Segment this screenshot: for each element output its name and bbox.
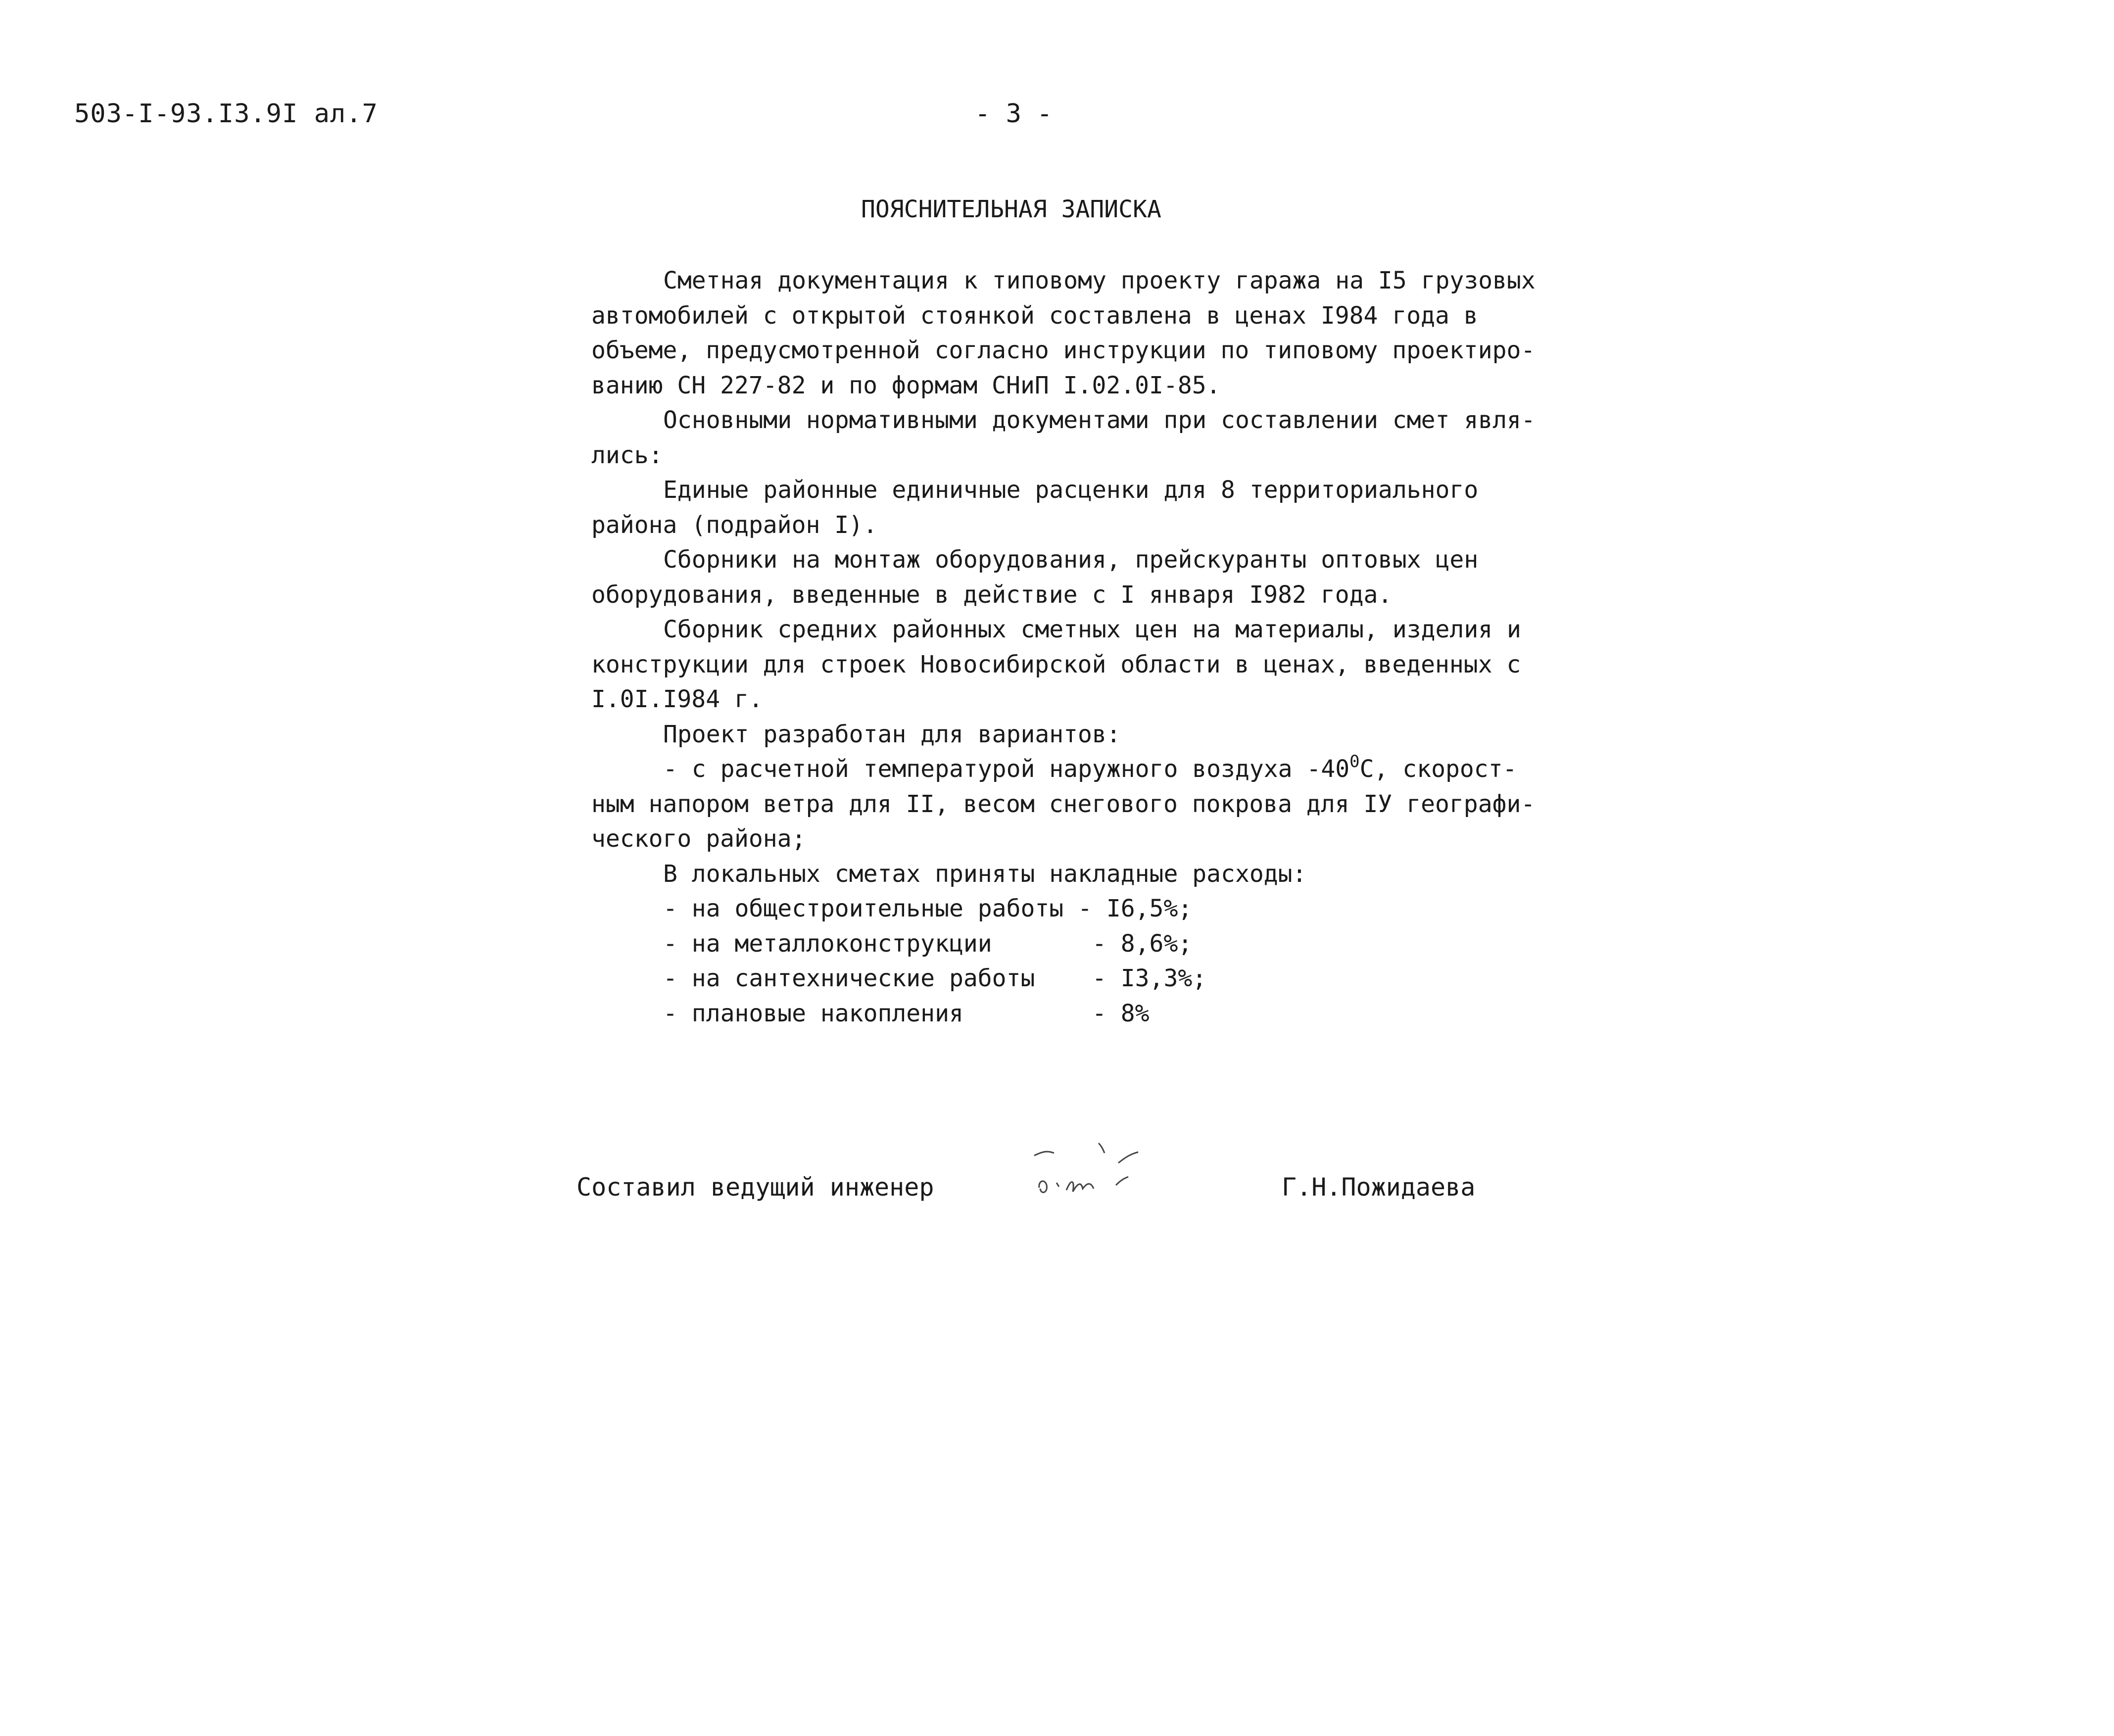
paragraph-1-line-3: объеме, предусмотренной согласно инструкции по типовому проектиро- — [591, 337, 1536, 364]
document-title: ПОЯСНИТЕЛЬНАЯ ЗАПИСКА — [861, 195, 1161, 223]
handwritten-signature — [1019, 1133, 1158, 1217]
paragraph-8: В локальных сметах приняты накладные расходы: — [663, 860, 1307, 888]
degree-superscript: 0 — [1349, 752, 1360, 772]
overhead-item-metal-structures: - на металлоконструкции - 8,6%; — [663, 929, 1193, 958]
paragraph-2-line-2: лись: — [591, 441, 663, 469]
explanatory-note-body — [591, 263, 1556, 1031]
paragraph-2-line-1: Основными нормативными документами при составлении смет явля- — [663, 406, 1536, 434]
paragraph-6: Проект разработан для вариантов: — [663, 720, 1121, 748]
page-number: - 3 - — [975, 99, 1053, 129]
paragraph-3-line-2: района (подрайон I). — [591, 511, 877, 539]
overhead-item-general-construction: - на общестроительные работы - I6,5%; — [663, 895, 1193, 922]
paragraph-4-line-1: Сборники на монтаж оборудования, прейскуранты оптовых цен — [663, 546, 1479, 574]
paragraph-5-line-1: Сборник средних районных сметных цен на материалы, изделия и — [663, 616, 1521, 643]
signer-name: Г.Н.Пожидаева — [1282, 1173, 1476, 1202]
paragraph-1-line-4: ванию СН 227-82 и по формам СНиП I.02.0I-85. — [591, 371, 1221, 399]
signature-label: Составил ведущий инженер — [577, 1173, 934, 1202]
paragraph-3-line-1: Единые районные единичные расценки для 8 территориального — [663, 476, 1479, 504]
paragraph-1-line-2: автомобилей с открытой стоянкой составлена в ценах I984 года в — [591, 301, 1478, 330]
paragraph-5-line-3: I.0I.I984 г. — [591, 685, 763, 713]
overhead-item-plumbing: - на сантехнические работы - I3,3%; — [663, 964, 1207, 992]
paragraph-7-line-1 — [591, 752, 1556, 787]
paragraph-4-line-2: оборудования, введенные в действие с I января I982 года. — [591, 580, 1393, 609]
temperature-text-before: - с расчетной температурой наружного воздуха -40 — [663, 755, 1350, 783]
temperature-text-after: С, скорост- — [1359, 755, 1517, 783]
paragraph-5-line-2: конструкции для строек Новосибирской области в ценах, введенных с — [591, 650, 1521, 678]
paragraph-7-line-2: ным напором ветра для II, весом снегового покрова для IУ географи- — [591, 790, 1536, 818]
document-code: 503-I-93.I3.9I ал.7 — [74, 99, 378, 129]
paragraph-7-line-3: ческого района; — [591, 825, 806, 853]
overhead-item-planned-savings: - плановые накопления - 8% — [663, 999, 1150, 1027]
paragraph-1-line-1: Сметная документация к типовому проекту гаража на I5 грузовых — [663, 267, 1536, 294]
